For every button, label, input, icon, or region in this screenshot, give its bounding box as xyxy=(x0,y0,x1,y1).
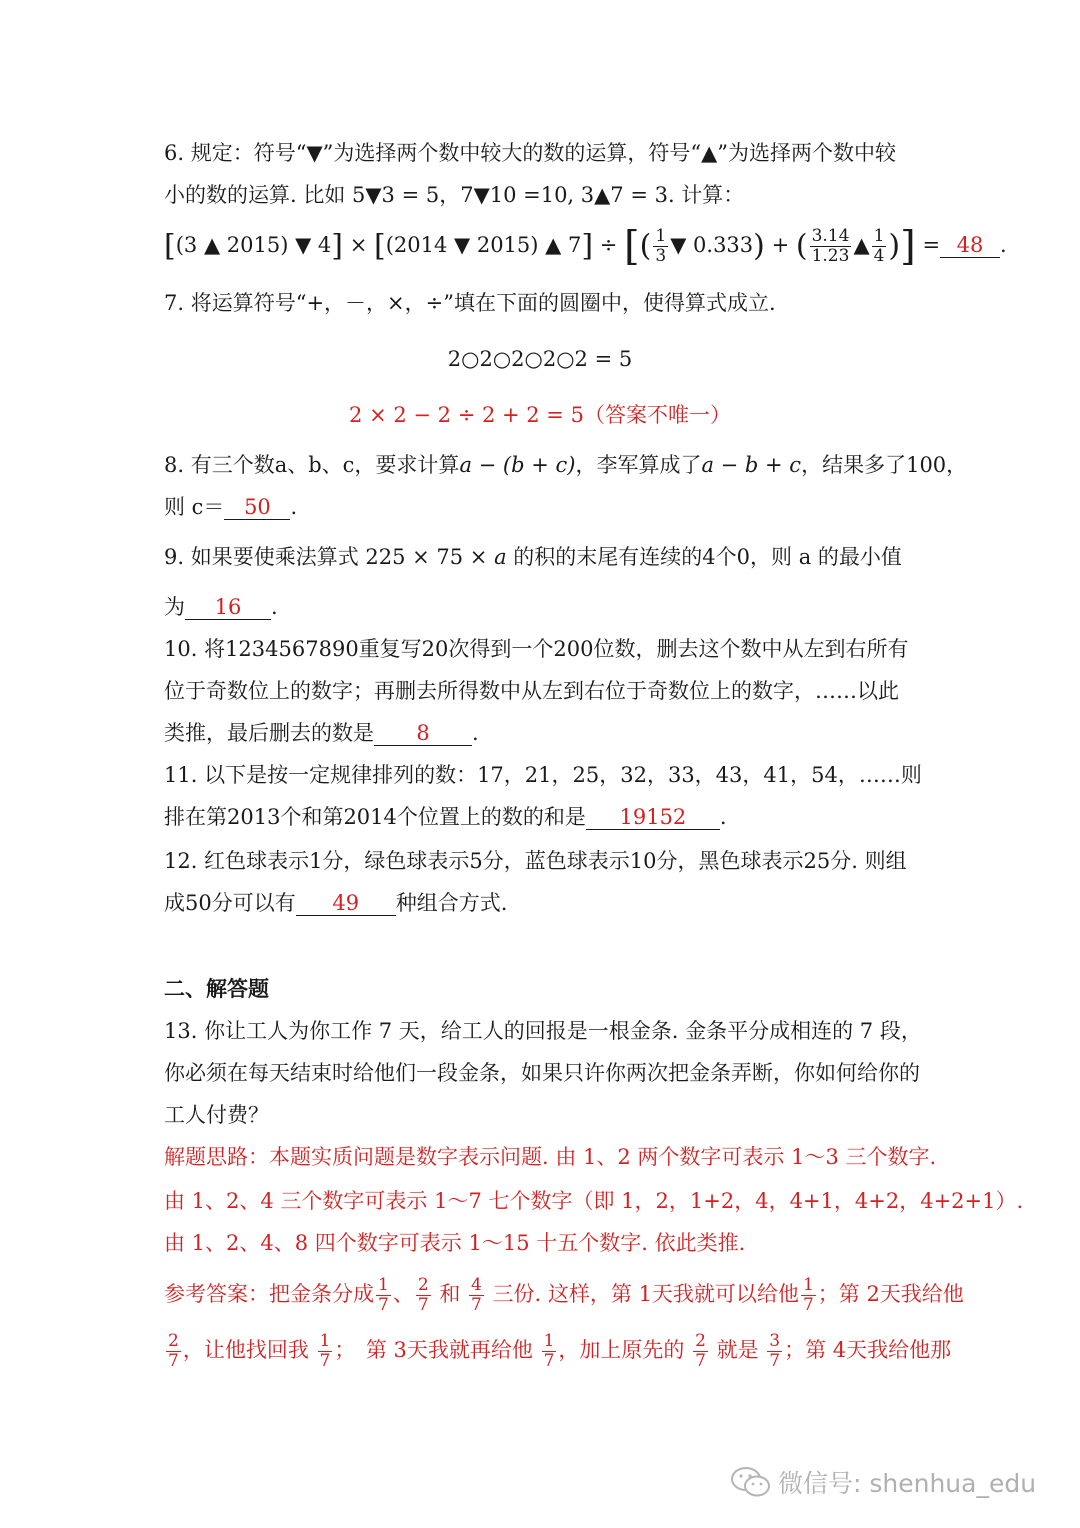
q13-frac8: $\frac{2}{7}$ xyxy=(695,1331,706,1371)
q6-expr-b: (2014 ▼ 2015) ▲ 7 xyxy=(385,233,582,257)
q13-frac3: $\frac{4}{7}$ xyxy=(471,1275,482,1315)
q12-line1: 12. 红色球表示1分，绿色球表示5分，蓝色球表示10分，黑色球表示25分. 则组 xyxy=(164,849,907,873)
q6-frac3: $\frac{1}{4}$ xyxy=(873,226,885,266)
q13-idea2: 由 1、2、4 三个数字可表示 1～7 七个数字（即 1，2，1+2，4，4+1，4+2，4+2+1）. xyxy=(164,1189,1024,1213)
q10-line3: 类推，最后删去的数是 8 . xyxy=(164,721,479,745)
q13-frac2: $\frac{2}{7}$ xyxy=(417,1275,429,1315)
q7-answer: 2 × 2 − 2 ÷ 2 + 2 = 5（答案不唯一） xyxy=(349,403,731,427)
q13-frac6: $\frac{1}{7}$ xyxy=(319,1331,331,1371)
wechat-icon xyxy=(730,1465,772,1499)
q6-div: ÷ xyxy=(599,233,618,257)
q6-answer: 48 xyxy=(940,233,1000,258)
q8-answer: 50 xyxy=(224,495,290,520)
q10-line1: 10. 将1234567890重复写20次得到一个200位数，删去这个数中从左到右所有 xyxy=(164,637,909,661)
q13-idea1: 解题思路：本题实质问题是数字表示问题. 由 1、2 两个数字可表示 1～3 三个数字. xyxy=(164,1145,937,1169)
q10-answer: 8 xyxy=(374,721,472,746)
q11-line2: 排在第2013个和第2014个位置上的数的和是 19152 . xyxy=(164,805,727,829)
q13-line2: 你必须在每天结束时给他们一段金条，如果只许你两次把金条弄断，你如何给你的 xyxy=(164,1061,920,1085)
q6-times: × xyxy=(349,233,368,257)
q6-expr-d: ▲ xyxy=(853,233,870,257)
q6-expression: [(3 ▲ 2015) ▼ 4] × [(2014 ▼ 2015) ▲ 7] ÷ [( $\frac{1}{3}$ ▼ 0.333) + ( $\frac{3.14}{1.23}$ ▲ $\frac{1}{4}$ )] = 48 . xyxy=(164,223,1007,270)
q13-ref-line2: $\frac{2}{7}$ ，让他找回我 $\frac{1}{7}$ ； 第 3天我就再给他 $\frac{1}{7}$ ，加上原先的 $\frac{2}{7}$ 就是 $\frac{3}{7}$ ；第 4天我给他那 xyxy=(168,1331,952,1371)
q6-plus: + xyxy=(771,233,790,257)
q12-answer: 49 xyxy=(296,891,396,916)
q6-line1: 6. 规定：符号“▼”为选择两个数中较大的数的运算，符号“▲”为选择两个数中较 xyxy=(164,141,896,165)
watermark-text: 微信号: shenhua_edu xyxy=(778,1469,1037,1498)
q8-expr2: a − b + c xyxy=(701,453,802,477)
q13-idea3: 由 1、2、4、8 四个数字可表示 1～15 十五个数字. 依此类推. xyxy=(164,1231,746,1255)
q6-expr-a: (3 ▲ 2015) ▼ 4 xyxy=(175,233,332,257)
q7-equation: 2○2○2○2○2 = 5 xyxy=(447,347,633,371)
q9-line2: 为 16 . xyxy=(164,595,278,619)
q6-expr-c: ▼ 0.333 xyxy=(670,233,754,257)
watermark xyxy=(730,1460,1036,1504)
q8-line1: 8. 有三个数a、b、c，要求计算a − (b + c)，李军算成了a − b + c，结果多了100， xyxy=(164,453,968,477)
q13-frac7: $\frac{1}{7}$ xyxy=(543,1331,555,1371)
q13-frac1: $\frac{1}{7}$ xyxy=(378,1275,389,1315)
q6-eq: = xyxy=(922,233,941,257)
q13-frac5: $\frac{2}{7}$ xyxy=(168,1331,179,1371)
q10-line2: 位于奇数位上的数字；再删去所得数中从左到右位于奇数位上的数字，……以此 xyxy=(164,679,899,703)
q11-answer: 19152 xyxy=(586,805,720,830)
q9-line1: 9. 如果要使乘法算式 225 × 75 × a 的积的末尾有连续的4个0，则 a 的最小值 xyxy=(164,545,902,569)
q6-line2: 小的数的运算. 比如 5▼3 = 5，7▼10 =10, 3▲7 = 3. 计算： xyxy=(164,183,745,207)
q9-answer: 16 xyxy=(185,595,271,620)
q8-line2: 则 c＝ 50 . xyxy=(164,495,298,519)
q13-ref-line1: 参考答案：把金条分成 $\frac{1}{7}$ 、 $\frac{2}{7}$ 和 $\frac{4}{7}$ 三份. 这样，第 1天我就可以给他 $\frac{1}{7}$ ；第 2天我给他 xyxy=(164,1275,964,1315)
q13-line3: 工人付费？ xyxy=(164,1103,269,1127)
q11-line1: 11. 以下是按一定规律排列的数：17，21，25，32，33，43，41，54，……则 xyxy=(164,763,922,787)
q13-line1: 13. 你让工人为你工作 7 天，给工人的回报是一根金条. 金条平分成相连的 7 段， xyxy=(164,1019,922,1043)
q8-expr1: a − (b + c) xyxy=(459,453,576,477)
q13-frac9: $\frac{3}{7}$ xyxy=(769,1331,781,1371)
q12-line2: 成50分可以有 49 种组合方式. xyxy=(164,891,508,915)
q6-frac1: $\frac{1}{3}$ xyxy=(655,226,667,266)
section2-title: 二、解答题 xyxy=(164,977,269,1001)
q7-line1: 7. 将运算符号“+，－，×，÷”填在下面的圆圈中，使得算式成立. xyxy=(164,291,776,315)
q13-frac4: $\frac{1}{7}$ xyxy=(802,1275,814,1315)
q6-frac2: $\frac{3.14}{1.23}$ xyxy=(811,226,850,266)
